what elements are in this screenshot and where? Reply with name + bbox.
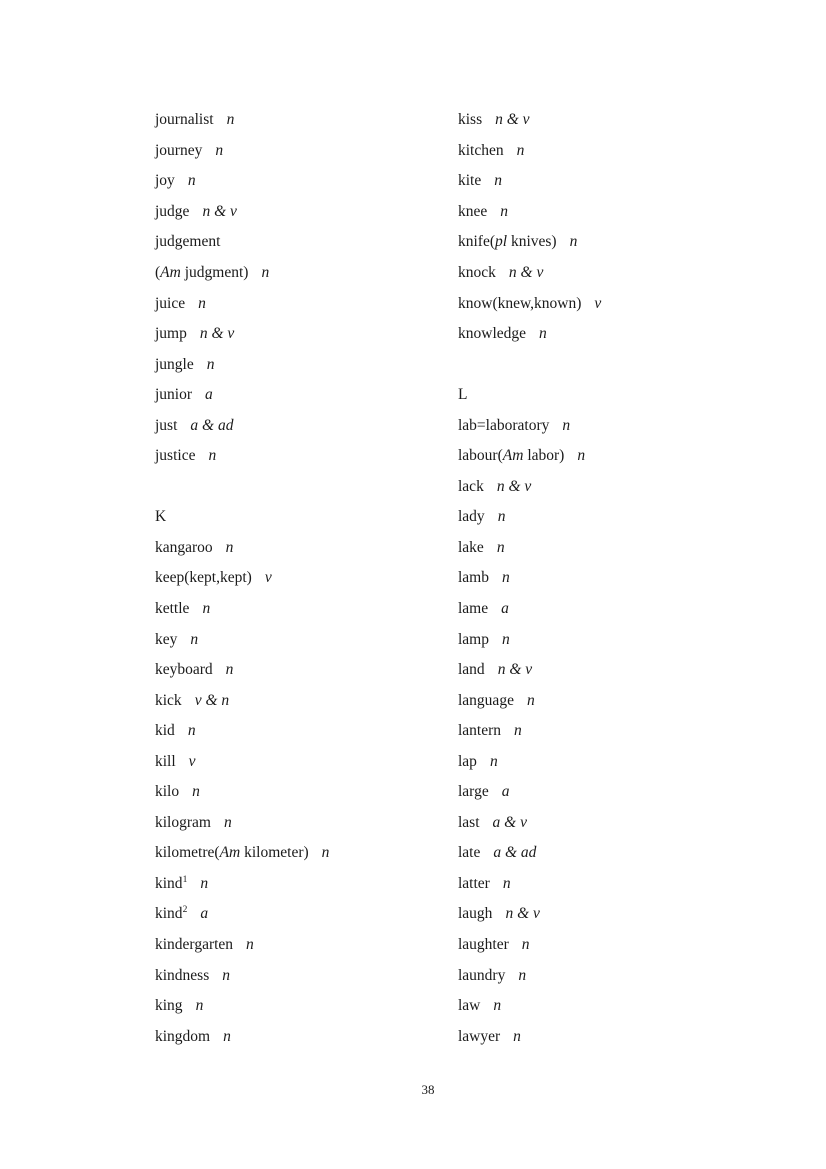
word-entry bbox=[458, 869, 758, 900]
word-text: junior bbox=[155, 386, 193, 404]
word-entry bbox=[155, 991, 455, 1022]
part-of-speech: n bbox=[190, 630, 199, 648]
word-list-column-left bbox=[155, 105, 455, 1052]
word-entry bbox=[155, 227, 455, 258]
word-entry bbox=[155, 533, 455, 564]
word-entry bbox=[155, 838, 455, 869]
part-of-speech: n bbox=[261, 264, 270, 281]
word-entry bbox=[155, 1021, 455, 1052]
word-text: keep(kept,kept) bbox=[155, 569, 252, 587]
word-text: know(knew,known) bbox=[458, 294, 582, 312]
part-of-speech: n bbox=[518, 966, 527, 984]
word-text: law bbox=[458, 997, 481, 1015]
word-text: lab=laboratory bbox=[458, 416, 550, 434]
word-text: language bbox=[458, 691, 514, 709]
word-text: kangaroo bbox=[155, 538, 213, 556]
part-of-speech: n bbox=[502, 630, 510, 648]
word-text: land bbox=[458, 661, 485, 679]
word-entry bbox=[155, 166, 455, 197]
word-text: laundry bbox=[458, 966, 506, 984]
part-of-speech: n & v bbox=[202, 202, 237, 220]
part-of-speech: n bbox=[246, 936, 254, 954]
word-entry bbox=[458, 502, 758, 533]
part-of-speech: n bbox=[226, 111, 235, 129]
word-text: journey bbox=[155, 141, 203, 159]
word-entry bbox=[458, 319, 758, 350]
blank-row bbox=[458, 349, 758, 380]
word-text: kiss bbox=[458, 111, 483, 129]
part-of-speech: n bbox=[521, 936, 530, 954]
word-entry bbox=[458, 746, 758, 777]
word-text: labour(Am labor) bbox=[458, 447, 565, 465]
part-of-speech: n bbox=[225, 661, 234, 679]
word-text: key bbox=[155, 630, 178, 648]
word-entry bbox=[155, 655, 455, 686]
part-of-speech: v bbox=[594, 294, 602, 312]
part-of-speech: n bbox=[198, 294, 206, 312]
word-entry bbox=[458, 960, 758, 991]
word-text: kilo bbox=[155, 783, 180, 801]
part-of-speech: a & v bbox=[492, 813, 527, 831]
word-text: lantern bbox=[458, 722, 502, 740]
part-of-speech: a bbox=[200, 905, 209, 923]
section-letter: K bbox=[155, 508, 167, 526]
part-of-speech: n bbox=[514, 722, 522, 740]
word-entry bbox=[155, 105, 455, 136]
part-of-speech: n bbox=[200, 874, 209, 892]
word-entry bbox=[458, 808, 758, 839]
word-entry bbox=[458, 685, 758, 716]
word-text: lack bbox=[458, 477, 484, 495]
part-of-speech: n bbox=[569, 233, 578, 251]
word-text: kilometre(Am kilometer) bbox=[155, 844, 309, 862]
word-text: keyboard bbox=[155, 661, 213, 679]
part-of-speech: n bbox=[502, 874, 511, 892]
word-entry bbox=[458, 227, 758, 258]
part-of-speech: a bbox=[501, 783, 510, 801]
word-entry bbox=[458, 533, 758, 564]
word-text: (Am judgment) bbox=[155, 264, 249, 281]
word-text: lamb bbox=[458, 569, 489, 587]
part-of-speech: n bbox=[195, 997, 204, 1015]
word-entry bbox=[458, 105, 758, 136]
word-text: jungle bbox=[155, 355, 194, 373]
part-of-speech: n bbox=[321, 844, 330, 862]
word-text: lady bbox=[458, 508, 485, 526]
part-of-speech: n bbox=[222, 966, 230, 984]
word-entry bbox=[458, 441, 758, 472]
word-text: kind$^2$ bbox=[155, 905, 188, 923]
part-of-speech: n bbox=[494, 172, 502, 190]
word-entry bbox=[155, 197, 455, 228]
word-entry bbox=[155, 594, 455, 625]
word-text: judge bbox=[155, 202, 190, 220]
part-of-speech: a & ad bbox=[190, 416, 234, 434]
part-of-speech: n bbox=[225, 538, 234, 556]
word-text: last bbox=[458, 813, 480, 831]
word-text: latter bbox=[458, 874, 490, 892]
word-text: journalist bbox=[155, 111, 214, 129]
word-text: lake bbox=[458, 538, 484, 556]
word-entry bbox=[155, 349, 455, 380]
word-entry bbox=[155, 899, 455, 930]
section-letter: L bbox=[458, 386, 468, 404]
word-text: king bbox=[155, 997, 183, 1015]
word-entry bbox=[155, 258, 455, 289]
word-entry bbox=[155, 716, 455, 747]
word-entry bbox=[458, 563, 758, 594]
part-of-speech: n & v bbox=[496, 477, 532, 495]
word-entry bbox=[155, 319, 455, 350]
word-entry bbox=[458, 899, 758, 930]
page-number: 38 bbox=[421, 1082, 435, 1097]
word-text: laughter bbox=[458, 936, 509, 954]
word-entry bbox=[155, 869, 455, 900]
part-of-speech: v bbox=[264, 569, 272, 587]
part-of-speech: n & v bbox=[508, 264, 544, 281]
part-of-speech: n bbox=[208, 447, 217, 465]
word-text: lap bbox=[458, 752, 477, 770]
word-text: kitchen bbox=[458, 141, 504, 159]
word-text: kill bbox=[155, 752, 176, 770]
word-text: kilogram bbox=[155, 813, 211, 831]
word-text: knowledge bbox=[458, 325, 527, 343]
part-of-speech: n bbox=[577, 447, 586, 465]
word-entry bbox=[155, 380, 455, 411]
word-text: juice bbox=[155, 294, 186, 312]
word-entry bbox=[458, 472, 758, 503]
word-entry bbox=[155, 960, 455, 991]
part-of-speech: n bbox=[192, 783, 200, 801]
word-text: kindergarten bbox=[155, 936, 234, 954]
word-entry bbox=[458, 930, 758, 961]
part-of-speech: n bbox=[187, 722, 196, 740]
word-entry bbox=[458, 991, 758, 1022]
word-entry bbox=[155, 441, 455, 472]
word-text: justice bbox=[155, 447, 196, 465]
word-entry bbox=[458, 288, 758, 319]
word-text: jump bbox=[155, 325, 187, 343]
word-text: lame bbox=[458, 600, 489, 618]
word-entry bbox=[155, 624, 455, 655]
word-entry bbox=[458, 136, 758, 167]
word-text: joy bbox=[155, 172, 175, 190]
word-text: lamp bbox=[458, 630, 489, 648]
part-of-speech: n bbox=[493, 997, 502, 1015]
word-entry bbox=[458, 777, 758, 808]
word-entry bbox=[458, 410, 758, 441]
part-of-speech: n bbox=[497, 508, 506, 526]
part-of-speech: n bbox=[202, 600, 211, 618]
word-text: knife(pl knives) bbox=[458, 233, 557, 251]
part-of-speech: a & ad bbox=[493, 844, 537, 862]
part-of-speech: n bbox=[516, 141, 525, 159]
part-of-speech: v bbox=[188, 752, 196, 770]
section-letter-header bbox=[155, 502, 455, 533]
part-of-speech: a bbox=[501, 600, 509, 618]
word-entry bbox=[155, 808, 455, 839]
word-list-column-right bbox=[458, 105, 758, 1052]
word-entry bbox=[458, 624, 758, 655]
part-of-speech: n bbox=[206, 355, 215, 373]
word-text: laugh bbox=[458, 905, 493, 923]
word-entry bbox=[458, 594, 758, 625]
word-text: kite bbox=[458, 172, 482, 190]
part-of-speech: n & v bbox=[505, 905, 540, 923]
word-entry bbox=[155, 930, 455, 961]
part-of-speech: n & v bbox=[199, 325, 235, 343]
word-text: just bbox=[155, 416, 178, 434]
word-entry bbox=[155, 410, 455, 441]
part-of-speech: n bbox=[496, 538, 505, 556]
word-entry bbox=[458, 166, 758, 197]
word-entry bbox=[458, 655, 758, 686]
word-entry bbox=[155, 563, 455, 594]
part-of-speech: n bbox=[539, 325, 547, 343]
word-text: kid bbox=[155, 722, 175, 740]
part-of-speech: n bbox=[223, 1027, 231, 1045]
word-text: kettle bbox=[155, 600, 190, 618]
word-text: lawyer bbox=[458, 1027, 501, 1045]
word-text: kick bbox=[155, 691, 182, 709]
section-letter-header bbox=[458, 380, 758, 411]
part-of-speech: n bbox=[562, 416, 571, 434]
word-entry bbox=[155, 746, 455, 777]
part-of-speech: n bbox=[502, 569, 510, 587]
word-text: kind$^1$ bbox=[155, 874, 188, 892]
part-of-speech: n bbox=[215, 141, 224, 159]
word-text: knee bbox=[458, 202, 488, 220]
part-of-speech: a bbox=[205, 386, 213, 404]
word-text: kindness bbox=[155, 966, 210, 984]
word-entry bbox=[458, 197, 758, 228]
word-entry bbox=[155, 136, 455, 167]
word-text: judgement bbox=[155, 233, 221, 251]
word-entry bbox=[458, 716, 758, 747]
part-of-speech: n & v bbox=[497, 661, 533, 679]
word-entry bbox=[155, 685, 455, 716]
part-of-speech: n bbox=[187, 172, 196, 190]
word-text: late bbox=[458, 844, 481, 862]
part-of-speech: n bbox=[513, 1027, 521, 1045]
part-of-speech: n bbox=[223, 813, 232, 831]
part-of-speech: n bbox=[489, 752, 498, 770]
word-entry bbox=[155, 777, 455, 808]
part-of-speech: n bbox=[526, 691, 535, 709]
word-entry bbox=[458, 258, 758, 289]
word-entry bbox=[155, 288, 455, 319]
word-entry bbox=[458, 838, 758, 869]
part-of-speech: n bbox=[500, 202, 509, 220]
word-text: kingdom bbox=[155, 1027, 211, 1045]
word-text: large bbox=[458, 783, 489, 801]
blank-row bbox=[155, 472, 455, 503]
part-of-speech: n & v bbox=[495, 111, 530, 129]
part-of-speech: v & n bbox=[194, 691, 230, 709]
word-text: knock bbox=[458, 264, 496, 281]
word-entry bbox=[458, 1021, 758, 1052]
